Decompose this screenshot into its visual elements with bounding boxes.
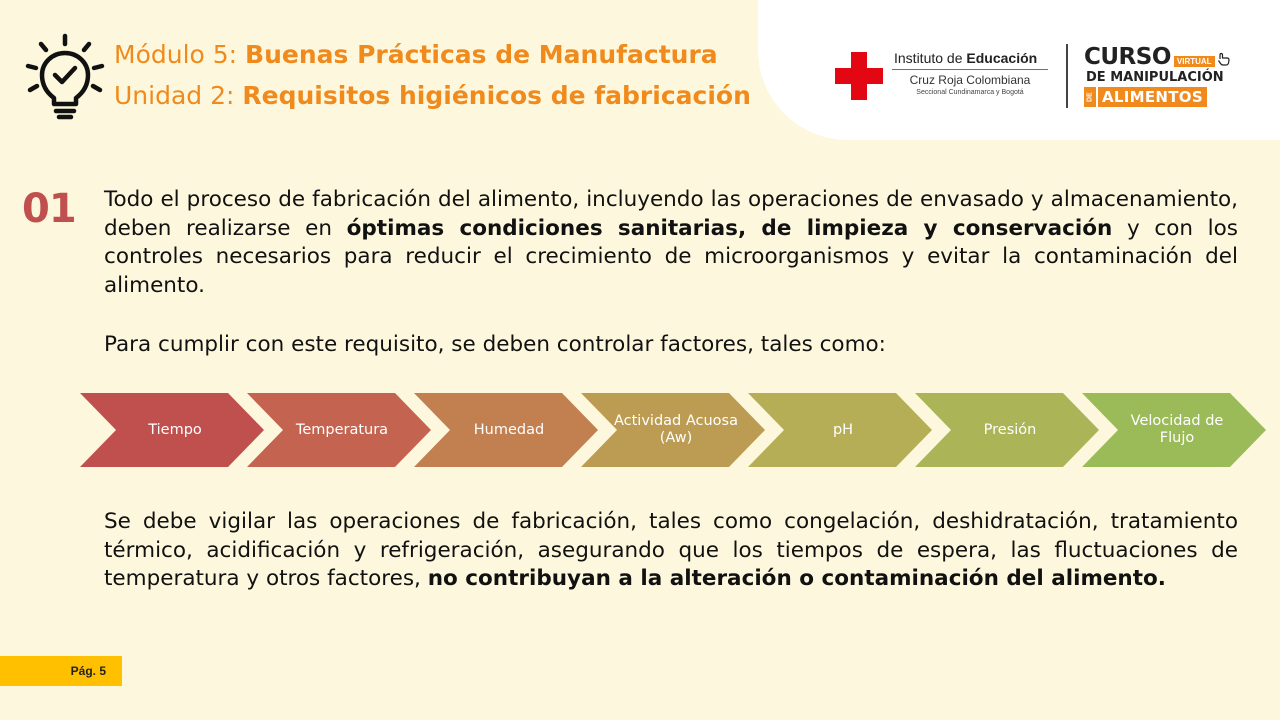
hand-pointer-icon	[1217, 52, 1231, 66]
red-cross-icon	[835, 52, 883, 100]
intro-paragraph: Todo el proceso de fabricación del alimento, incluyendo las operaciones de envasado y almacenamiento, deben realizarse en óptimas condiciones sanitarias, de limpieza y conservación y con los controles necesarios para reducir el crecimiento de microorganismos y evitar la contaminación del alimento.	[104, 187, 1238, 298]
factor-label: Humedad	[473, 421, 545, 438]
institute-name: Instituto de Educación	[894, 50, 1038, 66]
organization-section: Seccional Cundinamarca y Bogotá	[916, 89, 1024, 96]
course-de-vertical: DE	[1084, 87, 1096, 107]
factors-intro: Para cumplir con este requisito, se deben controlar factores, tales como:	[104, 332, 886, 357]
institute-rule	[892, 69, 1048, 70]
page-number-badge: Pág. 5	[0, 656, 122, 686]
factor-label: pH	[832, 421, 854, 438]
logo-divider	[1066, 44, 1068, 108]
section-number: 01	[22, 186, 76, 232]
course-word: CURSO	[1084, 44, 1171, 70]
factor-label: Presión	[983, 421, 1037, 438]
factor-label: Actividad Acuosa (Aw)	[613, 413, 738, 446]
factor-label: Tiempo	[148, 421, 202, 438]
organization-name: Cruz Roja Colombiana	[909, 73, 1031, 87]
virtual-tag: VIRTUAL	[1174, 56, 1215, 67]
factor-label: Temperatura	[295, 421, 389, 438]
institute-logo	[892, 50, 1048, 96]
unit-title: Unidad 2: Requisitos higiénicos de fabricación	[114, 81, 751, 110]
factor-label: Velocidad de Flujo	[1130, 413, 1224, 446]
course-logo	[1084, 44, 1234, 107]
header-titles	[114, 34, 751, 116]
course-line3: ALIMENTOS	[1098, 87, 1207, 107]
course-line2: DE MANIPULACIÓN	[1086, 70, 1224, 85]
lightbulb-check-icon	[24, 32, 106, 120]
vigilance-paragraph: Se debe vigilar las operaciones de fabricación, tales como congelación, deshidratación, tratamiento térmico, acidificación y refrigeración, asegurando que los tiempos de espera, las fluctuaciones de temperatura y otros factores, no contribuyan a la alteración o contaminación del alimento.	[104, 509, 1238, 591]
module-title: Módulo 5: Buenas Prácticas de Manufactura	[114, 40, 718, 69]
